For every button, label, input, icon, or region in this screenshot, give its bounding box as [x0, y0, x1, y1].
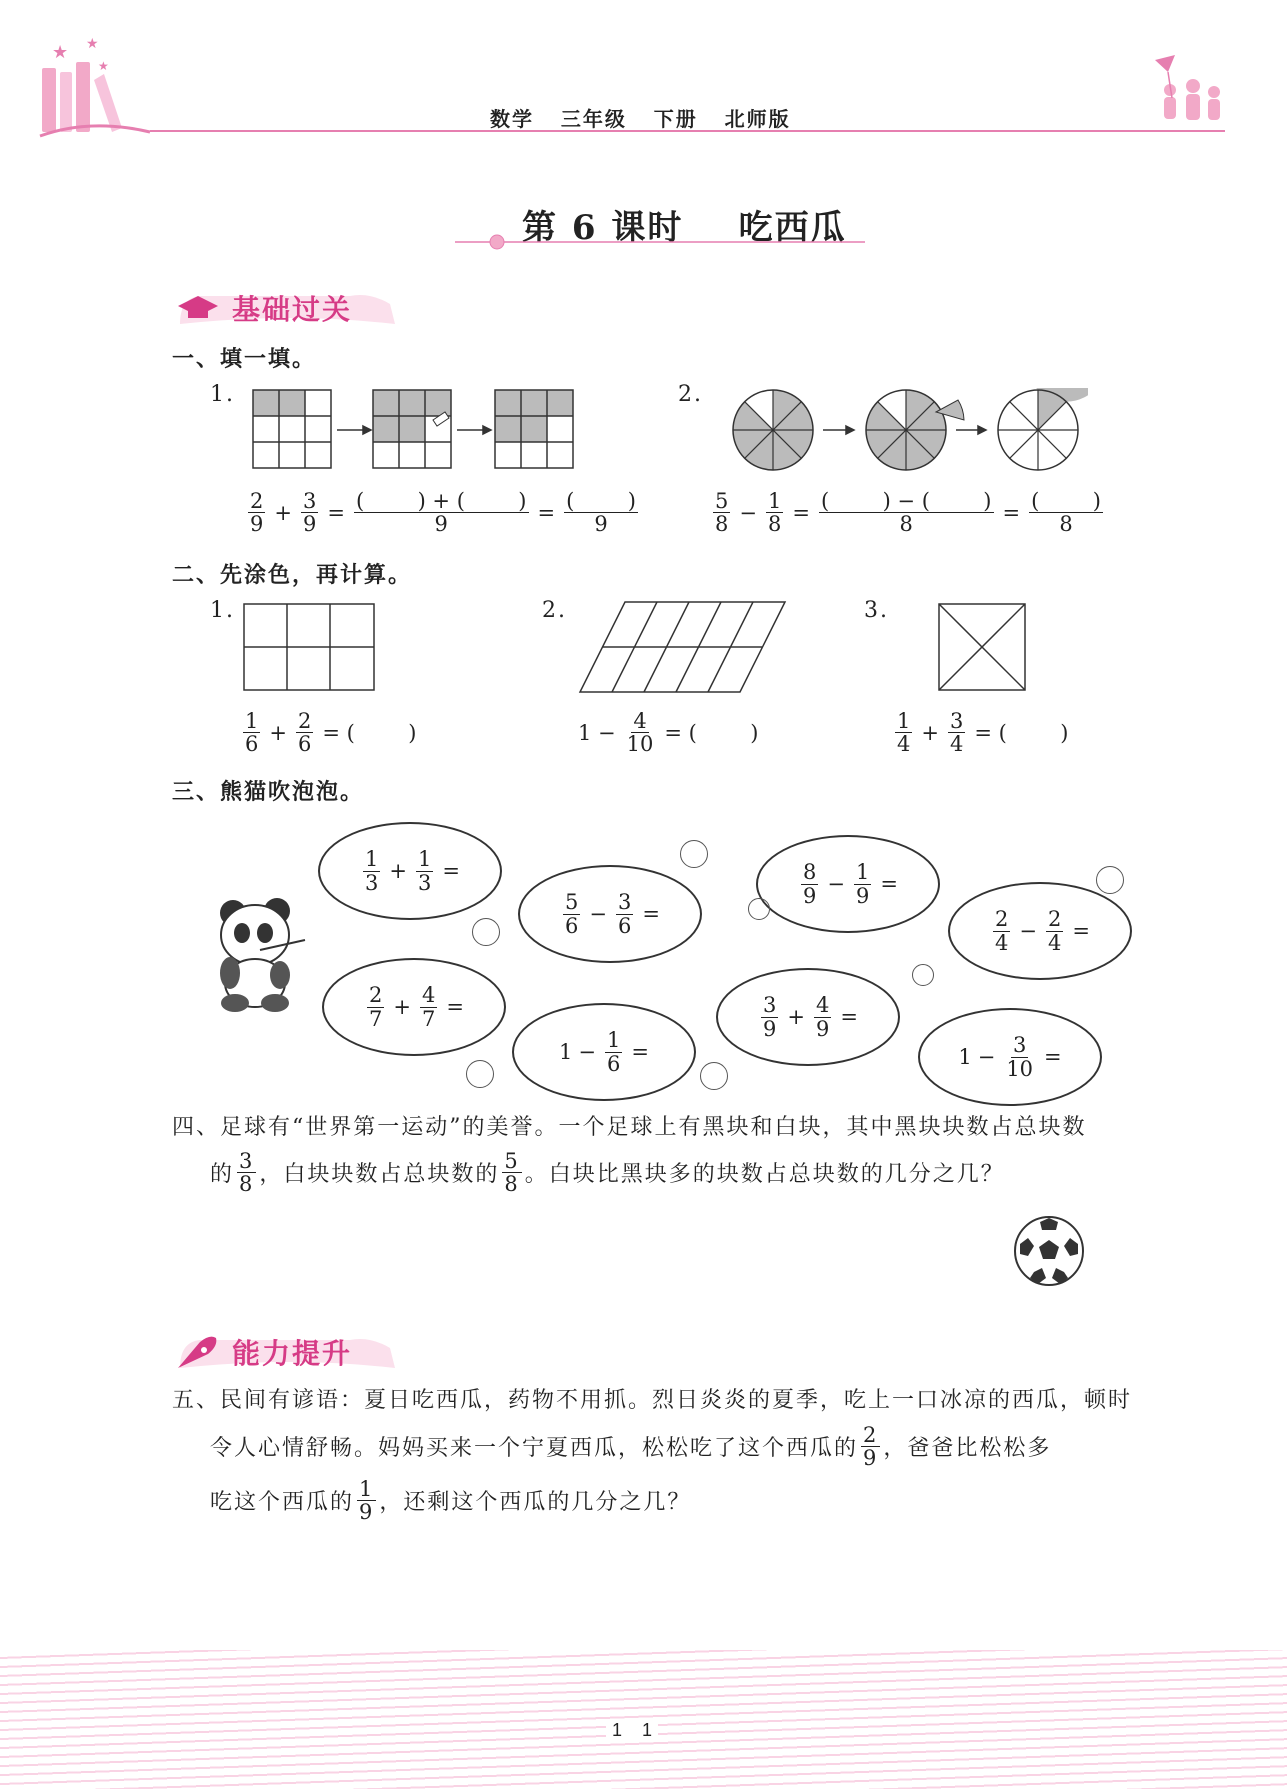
small-bubble	[700, 1062, 728, 1090]
title-underline	[455, 232, 865, 252]
q3-heading: 三、熊猫吹泡泡。	[172, 779, 365, 805]
small-bubble	[1096, 866, 1124, 894]
bubble-2: $\frac{5}{6}$ − $\frac{3}{6}$ =	[518, 865, 702, 963]
q2-item2-number: 2.	[542, 598, 567, 623]
q4-line1: 四、足球有“世界第一运动”的美誉。一个足球上有黑块和白块，其中黑块块数占总块数	[172, 1115, 1087, 1140]
section-title-advance: 能力提升	[232, 1337, 353, 1370]
svg-text:★: ★	[98, 59, 109, 73]
q1-grid-figures	[245, 385, 585, 475]
bubble-5: $\frac{2}{7}$ + $\frac{4}{7}$ =	[322, 958, 506, 1056]
header-text: 数学 三年级 下册 北师版	[490, 107, 791, 131]
q5-line1: 五、民间有谚语：夏日吃西瓜，药物不用抓。烈日炎炎的夏季，吃上一口冰凉的西瓜，顿时	[172, 1388, 1133, 1413]
lesson-title: 第 6 课时 吃西瓜	[522, 208, 847, 248]
q1-item2-number: 2.	[678, 382, 703, 407]
bubble-8: 1 − $\frac{3}{10}$ =	[918, 1008, 1102, 1106]
svg-text:★: ★	[86, 36, 99, 52]
q1-pie-figures	[728, 388, 1088, 478]
soccer-ball-icon	[1012, 1214, 1087, 1289]
small-bubble	[912, 964, 934, 986]
q1-item1-number: 1.	[210, 382, 235, 407]
small-bubble	[680, 840, 708, 868]
q4-line2: 的 $\frac{3}{8}$ ，白块块数占总块数的 $\frac{5}{8}$ 。白块比黑块多的块数占总块数的几分之几？	[210, 1149, 1005, 1197]
bubble-3: $\frac{8}{9}$ − $\frac{1}{9}$ =	[756, 835, 940, 933]
book-logo-icon	[40, 36, 150, 136]
q1-heading: 一、填一填。	[172, 346, 317, 372]
children-kite-icon	[1155, 55, 1220, 120]
q2-equation-1: $\frac{1}{6}$ + $\frac{2}{6}$ = ( )	[245, 709, 417, 757]
q2-parallelogram-figure	[575, 598, 790, 698]
header-decoration	[0, 0, 1287, 200]
q2-equation-2: 1 − $\frac{4}{10}$ = ( )	[578, 709, 759, 757]
svg-text:★: ★	[52, 42, 69, 63]
q1-equation-1: $\frac{2}{9}$ + $\frac{3}{9}$ = $\frac{( ) + ( )}{9}$ = $\frac{( )}{9}$	[250, 489, 636, 537]
panda-icon	[205, 895, 315, 1015]
q2-item1-number: 1.	[210, 598, 235, 623]
q1-equation-2: $\frac{5}{8}$ − $\frac{1}{8}$ = $\frac{( ) - ( )}{8}$ = $\frac{( )}{8}$	[715, 489, 1101, 537]
q2-item3-number: 3.	[864, 598, 889, 623]
small-bubble	[472, 918, 500, 946]
small-bubble	[748, 898, 770, 920]
bubble-4: $\frac{2}{4}$ − $\frac{2}{4}$ =	[948, 882, 1132, 980]
q5-line2: 令人心情舒畅。妈妈买来一个宁夏西瓜，松松吃了这个西瓜的 $\frac{2}{9}$ ，爸爸比松松多	[210, 1423, 1052, 1471]
q2-square-figure	[935, 600, 1030, 695]
small-bubble	[466, 1060, 494, 1088]
q2-equation-3: $\frac{1}{4}$ + $\frac{3}{4}$ = ( )	[897, 709, 1069, 757]
q5-line3: 吃这个西瓜的 $\frac{1}{9}$ ，还剩这个西瓜的几分之几？	[210, 1477, 692, 1525]
bubble-1: $\frac{1}{3}$ + $\frac{1}{3}$ =	[318, 822, 502, 920]
section-title-basic: 基础过关	[232, 293, 353, 326]
bubble-6: 1 − $\frac{1}{6}$ =	[512, 1003, 696, 1101]
page-number: 1 1	[606, 1720, 658, 1741]
q2-rectangle-figure	[240, 600, 380, 695]
bubble-7: $\frac{3}{9}$ + $\frac{4}{9}$ =	[716, 968, 900, 1066]
q2-heading: 二、先涂色，再计算。	[172, 562, 413, 588]
